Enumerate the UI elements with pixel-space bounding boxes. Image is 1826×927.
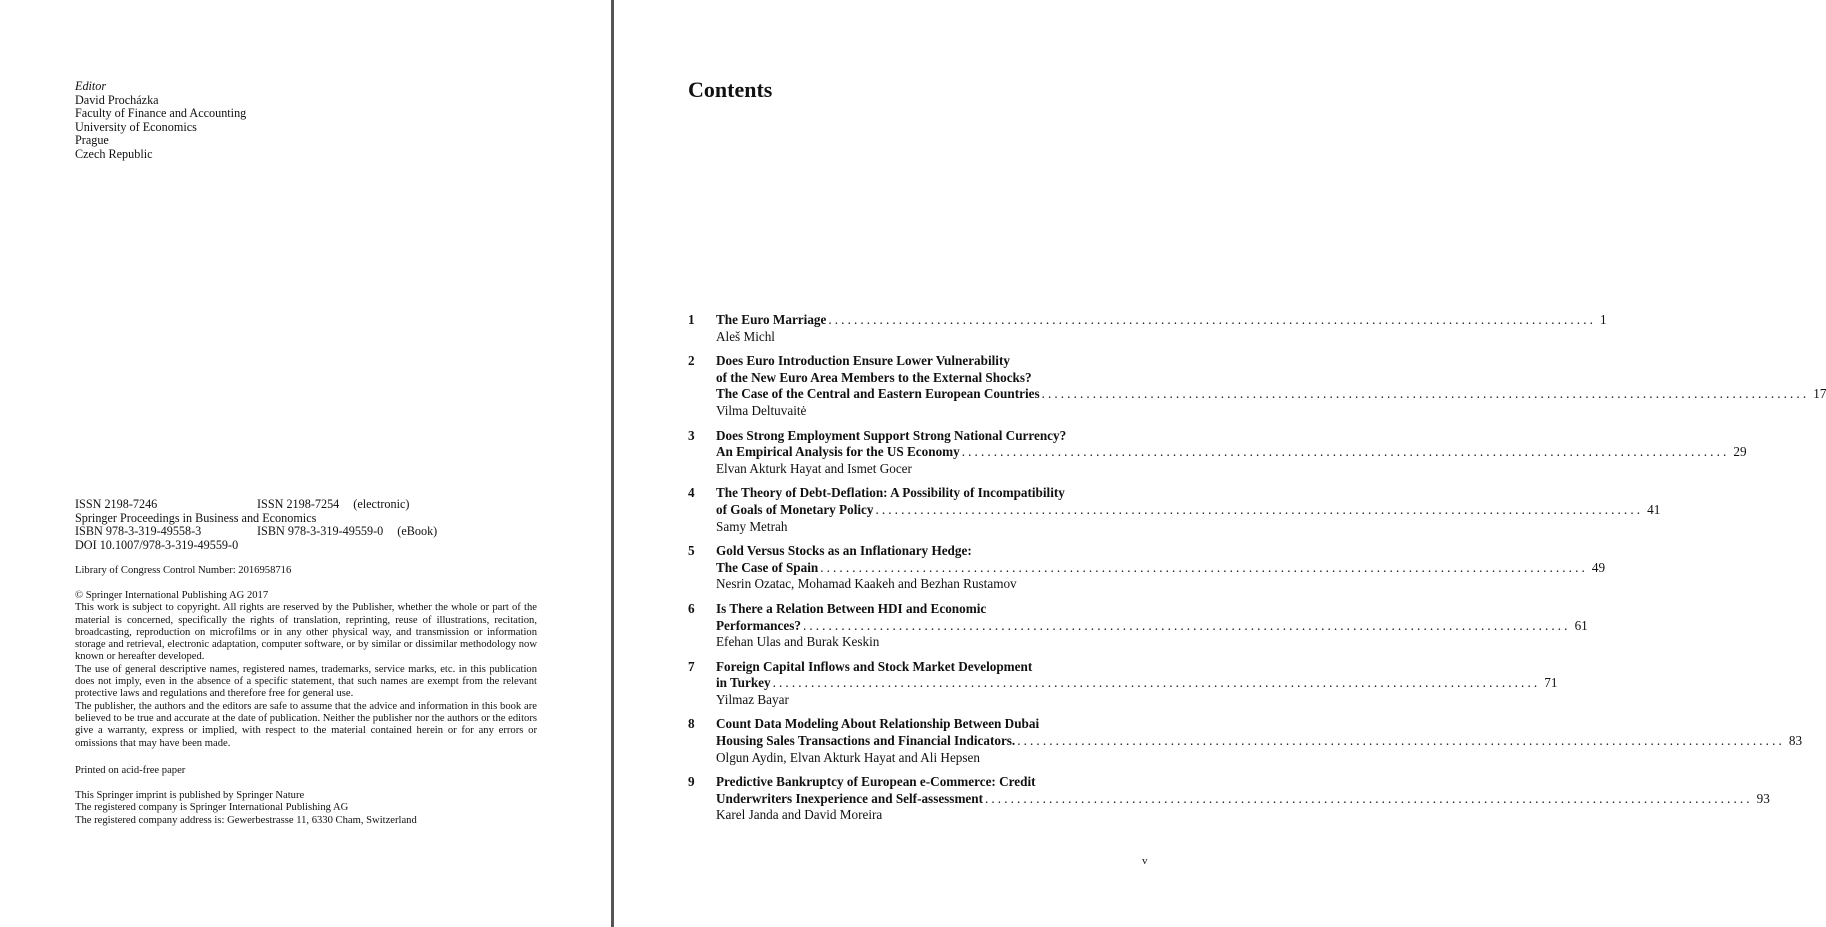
imprint-line: This Springer imprint is published by Springer Nature [75,790,305,801]
dot-leader: ........................................................................................................................ [820,559,1588,575]
dot-leader: ........................................................................................................................ [875,501,1644,517]
editor-faculty: Faculty of Finance and Accounting [75,106,247,121]
page-folio: v [1142,855,1148,867]
editor-label: Editor [75,79,107,93]
dot-leader: ........................................................................................................................ [961,444,1730,460]
chapter-title-text[interactable]: in Turkey [716,675,771,691]
chapter-number: 7 [688,658,695,674]
toc-entry-body [716,543,1606,593]
dot-leader: ........................................................................................................................ [1041,386,1810,402]
chapter-number: 3 [688,427,695,443]
dot-leader: ........................................................................................................................ [802,617,1571,633]
toc-entry-body [716,716,1803,766]
chapter-title-text[interactable]: The Case of the Central and Eastern European Countries [716,386,1040,402]
dot-leader: ........................................................................................................................ [828,312,1596,327]
copyright-paragraph: The use of general descriptive names, registered names, trademarks, service marks, etc. in this publication does not imply, even in the absence of a specific statement, that such names are exempt from the relevant protective laws and regulations and therefore free for general use. [75,663,537,700]
dot-leader: ........................................................................................................................ [772,675,1541,691]
chapter-title-line[interactable]: Gold Versus Stocks as an Inflationary Hedge: [716,543,972,559]
chapter-title-line[interactable]: Is There a Relation Between HDI and Economic [716,600,987,616]
chapter-title-line[interactable]: of the New Euro Area Members to the External Shocks? [716,369,1032,385]
issn-electronic: ISSN 2198-7254 [257,497,340,511]
chapter-authors: Aleš Michl [716,328,775,344]
toc-entry[interactable] [688,600,1588,651]
chapter-authors: Efehan Ulas and Burak Keskin [716,634,880,650]
chapter-page-number[interactable]: 49 [1591,559,1606,575]
imprint-line: The registered company is Springer International Publishing AG [75,802,349,814]
chapter-page-number[interactable]: 71 [1544,675,1558,691]
chapter-title-last-line[interactable] [716,312,1607,329]
chapter-title-text[interactable]: Housing Sales Transactions and Financial Indicators. [716,733,1016,749]
chapter-number: 6 [688,600,695,616]
editor-block [75,80,246,162]
toc-entry-body [716,427,1747,478]
copyright-page [0,0,611,927]
editor-name: David Procházka [75,92,159,107]
printed-note: Printed on acid-free paper [75,765,186,776]
toc-entry-body [716,353,1826,419]
dot-leader: ........................................................................................................................ [985,790,1753,806]
toc-entry-body [716,774,1770,824]
chapter-title-last-line[interactable] [716,386,1826,403]
toc-entry[interactable] [688,543,1606,593]
chapter-page-number[interactable]: 1 [1600,312,1607,327]
chapter-number: 1 [688,312,695,327]
chapter-authors: Elvan Akturk Hayat and Ismet Gocer [716,460,912,476]
editor-city: Prague [75,133,109,148]
issn-print: ISSN 2198-7246 [75,497,158,511]
chapter-title-text[interactable]: An Empirical Analysis for the US Economy [716,444,960,460]
copyright-paragraph: This work is subject to copyright. All rights are reserved by the Publisher, whether the whole or part of the material is concerned, specifically the rights of translation, reprinting, reuse of illustrations, recitation, broadcasting, reproduction on microfilms or in any other physical way, and transmission or information storage and retrieval, electronic adaptation, computer software, or by similar or dissimilar methodology now known or hereafter developed. [75,602,537,663]
doi: DOI 10.1007/978-3-319-49559-0 [75,537,239,552]
chapter-title-last-line[interactable] [716,617,1588,635]
chapter-page-number[interactable]: 41 [1647,501,1661,517]
editor-university: University of Economics [75,119,197,134]
copyright-paragraph: The publisher, the authors and the editors are safe to assume that the advice and information in this book are believed to be true and accurate at the date of publication. Neither the publisher nor the authors or the editors give a warranty, express or implied, with respect to the material contained herein or for any errors or omissions that may have been made. [75,700,537,749]
series-name: Springer Proceedings in Business and Economics [75,510,317,525]
toc-entry[interactable] [688,353,1826,419]
copyright-notice [75,590,537,750]
toc-entry-body [716,485,1661,535]
chapter-title-text[interactable]: Underwriters Inexperience and Self-assessment [716,790,984,806]
chapter-title-last-line[interactable] [716,444,1747,461]
chapter-title-text[interactable]: The Euro Marriage [716,312,827,327]
chapter-title-line[interactable]: Count Data Modeling About Relationship Between Dubai [716,716,1040,732]
chapter-page-number[interactable]: 83 [1788,733,1803,749]
toc-entry-body [716,600,1588,651]
chapter-title-last-line[interactable] [716,559,1606,577]
chapter-number: 9 [688,774,695,790]
issn-electronic-note: (electronic) [353,497,410,511]
chapter-title-line[interactable]: Does Strong Employment Support Strong National Currency? [716,427,1067,443]
contents-title: Contents [688,77,773,102]
chapter-authors: Olgun Aydin, Elvan Akturk Hayat and Ali Hepsen [716,749,980,765]
toc-entry[interactable] [688,427,1747,478]
chapter-title-line[interactable]: Predictive Bankruptcy of European e-Commerce: Credit [716,774,1036,790]
toc-entry[interactable] [688,312,1607,345]
isbn-print: ISBN 978-3-319-49558-3 [75,524,202,539]
table-of-contents [688,312,1826,832]
toc-entry[interactable] [688,658,1558,709]
imprint-block [75,790,417,827]
chapter-authors: Samy Metrah [716,518,788,534]
chapter-title-text[interactable]: Performances? [716,617,801,633]
chapter-number: 5 [688,543,695,559]
toc-entry[interactable] [688,485,1661,535]
chapter-number: 8 [688,716,695,732]
chapter-authors: Karel Janda and David Moreira [716,807,883,823]
chapter-title-line[interactable]: The Theory of Debt-Deflation: A Possibility of Incompatibility [716,485,1065,501]
chapter-title-last-line[interactable] [716,733,1803,750]
imprint-line: The registered company address is: Gewerbestrasse 11, 6330 Cham, Switzerland [75,814,417,826]
chapter-number: 2 [688,353,695,369]
chapter-title-line[interactable]: Foreign Capital Inflows and Stock Market Development [716,658,1033,674]
chapter-title-text[interactable]: The Case of Spain [716,559,819,575]
editor-country: Czech Republic [75,146,153,161]
dot-leader: ........................................................................................................................ [1017,733,1785,749]
toc-entry-body [716,658,1558,709]
chapter-number: 4 [688,485,695,501]
chapter-page-number[interactable]: 93 [1756,790,1770,806]
chapter-authors: Nesrin Ozatac, Mohamad Kaakeh and Bezhan Rustamov [716,576,1017,592]
bibliographic-info [75,498,545,552]
chapter-page-number[interactable]: 17 [1813,386,1826,402]
loc-control-number: Library of Congress Control Number: 2016958716 [75,565,292,576]
toc-entry[interactable] [688,716,1803,766]
copyright-line: © Springer International Publishing AG 2017 [75,590,269,601]
toc-entry[interactable] [688,774,1770,824]
chapter-title-last-line[interactable] [716,501,1661,519]
chapter-page-number[interactable]: 29 [1733,444,1747,460]
chapter-title-line[interactable]: Does Euro Introduction Ensure Lower Vulnerability [716,353,1010,369]
toc-entry-body [716,312,1607,345]
chapter-title-text[interactable]: of Goals of Monetary Policy [716,501,874,517]
chapter-title-last-line[interactable] [716,675,1558,692]
isbn-ebook: ISBN 978-3-319-49559-0 [257,524,384,539]
chapter-authors: Vilma Deltuvaitė [716,402,807,418]
isbn-ebook-note: (eBook) [397,524,438,539]
chapter-page-number[interactable]: 61 [1574,617,1588,633]
chapter-authors: Yilmaz Bayar [716,691,789,707]
chapter-title-last-line[interactable] [716,790,1770,808]
